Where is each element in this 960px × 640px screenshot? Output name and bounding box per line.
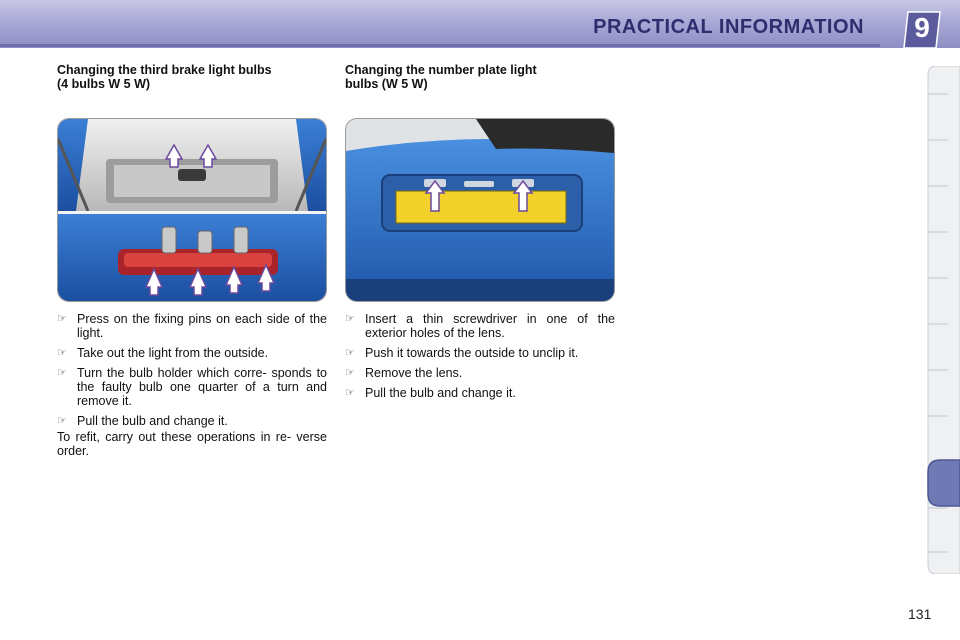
page-number: 131 — [908, 606, 932, 622]
step-text: Press on the fixing pins on each side of the light. — [77, 312, 327, 340]
refit-note: To refit, carry out these operations in re- verse order. — [57, 430, 327, 458]
step-text: Pull the bulb and change it. — [365, 386, 516, 400]
pointing-hand-icon: ☞ — [345, 367, 355, 379]
list-item — [345, 386, 615, 400]
list-item — [57, 312, 327, 340]
number-plate-image — [346, 119, 614, 301]
list-item — [57, 414, 327, 428]
pointing-hand-icon: ☞ — [57, 313, 67, 325]
section-title-line: (4 bulbs W 5 W) — [57, 77, 151, 91]
active-chapter-tab — [928, 460, 960, 506]
step-text: Push it towards the outside to unclip it. — [365, 346, 579, 360]
header-rule — [0, 44, 880, 47]
number-plate-steps — [345, 312, 615, 406]
chapter-title: PRACTICAL INFORMATION — [593, 16, 864, 38]
section-title-line: Changing the number plate light — [345, 63, 537, 77]
tailgate-image — [58, 119, 326, 301]
list-item — [57, 346, 327, 360]
number-plate-light-illustration — [345, 118, 615, 302]
pointing-hand-icon: ☞ — [57, 367, 67, 379]
brake-light-illustration — [57, 118, 327, 302]
pointing-hand-icon: ☞ — [57, 347, 67, 359]
section-title-line: bulbs (W 5 W) — [345, 77, 428, 91]
list-item — [345, 346, 615, 360]
step-text: Pull the bulb and change it. — [77, 414, 228, 428]
pointing-hand-icon: ☞ — [345, 313, 355, 325]
pointing-hand-icon: ☞ — [345, 347, 355, 359]
brake-light-steps — [57, 312, 327, 458]
chapter-thumb-index — [926, 66, 960, 574]
section-title-brake-light — [57, 63, 337, 91]
pointing-hand-icon: ☞ — [345, 387, 355, 399]
step-text: Remove the lens. — [365, 366, 463, 380]
pointing-hand-icon: ☞ — [57, 415, 67, 427]
list-item — [345, 366, 615, 380]
step-text: Turn the bulb holder which corre- sponds to the faulty bulb one quarter of a turn and remove it. — [77, 366, 327, 408]
list-item — [345, 312, 615, 340]
section-title-line: Changing the third brake light bulbs — [57, 63, 272, 77]
list-item — [57, 366, 327, 408]
step-text: Take out the light from the outside. — [77, 346, 269, 360]
step-text: Insert a thin screwdriver in one of the exterior holes of the lens. — [365, 312, 615, 340]
chapter-number: 9 — [914, 12, 930, 43]
section-title-number-plate — [345, 63, 625, 91]
